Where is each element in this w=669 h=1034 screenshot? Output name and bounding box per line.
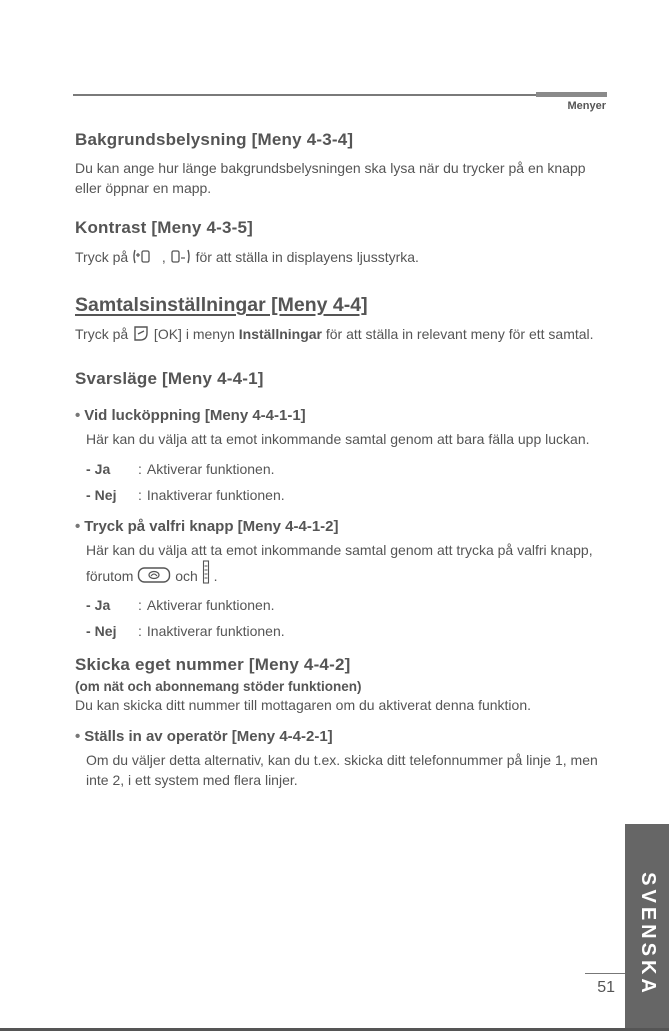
option-value: Inaktiverar funktionen. (146, 623, 285, 639)
option-nej (86, 621, 603, 641)
section-title-backlight: Bakgrundsbelysning [Meny 4-3-4] (75, 130, 354, 149)
chapter-title-call-settings: Samtalsinställningar [Meny 4-4] (75, 294, 368, 316)
option-key: Nej (94, 487, 117, 503)
call-settings-text-pre: Tryck på (75, 326, 133, 342)
header-rule (73, 94, 607, 96)
option-key: Nej (94, 623, 117, 639)
option-value: Inaktiverar funktionen. (146, 487, 285, 503)
header-rule-tab (536, 92, 607, 97)
call-settings-text-post: för att ställa in relevant meny för ett samtal. (321, 326, 594, 342)
option-dash: - (86, 461, 91, 477)
section-title-send-number: Skicka eget nummer [Meny 4-4-2] (75, 655, 351, 674)
section-title-answer-mode: Svarsläge [Meny 4-4-1] (75, 369, 264, 388)
page-number-rule (585, 973, 625, 974)
language-side-tab (625, 824, 669, 1031)
chapter-header: Menyer (567, 100, 606, 112)
option-nej (86, 485, 603, 505)
bullet-title-operator-text: Ställs in av operatör [Meny 4-4-2-1] (84, 728, 333, 745)
bullet-dot: • (75, 728, 81, 745)
any-key-text-post: . (209, 568, 218, 584)
any-key-text-mid: och (171, 568, 202, 584)
bullet-body-any-key (86, 540, 603, 589)
option-dash: - (86, 597, 91, 613)
chapter-body-call-settings (75, 324, 603, 347)
bullet-title-operator (75, 728, 603, 745)
page-content (75, 126, 603, 790)
option-key: Ja (94, 461, 111, 477)
language-side-tab-label: SVENSKA (636, 871, 659, 997)
send-key-icon (137, 566, 171, 589)
option-ja (86, 595, 603, 615)
bullet-dot: • (75, 407, 81, 424)
contrast-text-post: för att ställa in displayens ljusstyrka. (191, 249, 419, 265)
section-body-backlight: Du kan ange hur länge bakgrundsbelysningen ska lysa när du trycker på en knapp eller öppnar en mapp. (75, 160, 586, 196)
section-title-contrast: Kontrast [Meny 4-3-5] (75, 218, 254, 237)
volume-up-key-icon (132, 248, 158, 270)
bullet-title-any-key (75, 518, 603, 535)
section-body-contrast (75, 247, 603, 270)
bullet-dot: • (75, 518, 81, 535)
option-value: Aktiverar funktionen. (146, 461, 275, 477)
bullet-title-flip-open-text: Vid lucköppning [Meny 4-4-1-1] (84, 407, 306, 424)
option-value: Aktiverar funktionen. (146, 597, 275, 613)
soft-key-icon (132, 325, 150, 347)
section-body-send-number: Du kan skicka ditt nummer till mottagaren om du aktiverat denna funktion. (75, 697, 531, 713)
option-colon: : (138, 597, 142, 613)
page-number: 51 (597, 979, 615, 996)
option-key: Ja (94, 597, 111, 613)
bullet-title-flip-open (75, 407, 603, 424)
call-settings-text-ok: [OK] i menyn (150, 326, 239, 342)
option-dash: - (86, 487, 91, 503)
option-dash: - (86, 623, 91, 639)
contrast-text-sep: , (158, 249, 170, 265)
section-subtitle-send-number: (om nät och abonnemang stöder funktionen) (75, 679, 362, 694)
option-colon: : (138, 487, 142, 503)
call-settings-text-bold: Inställningar (238, 326, 322, 342)
option-colon: : (138, 623, 142, 639)
bullet-body-flip-open: Här kan du välja att ta emot inkommande samtal genom att bara fälla upp luckan. (86, 431, 590, 447)
bullet-body-operator: Om du väljer detta alternativ, kan du t.ex. skicka ditt telefonnummer på linje 1, men inte 2, i ett system med flera linjer. (86, 752, 598, 788)
any-key-text-pre: Här kan du välja att ta emot inkommande samtal genom att trycka på valfri knapp, förutom (86, 542, 593, 584)
bullet-title-any-key-text: Tryck på valfri knapp [Meny 4-4-1-2] (84, 518, 339, 535)
option-ja (86, 459, 603, 479)
contrast-text-pre: Tryck på (75, 249, 133, 265)
volume-down-key-icon (170, 248, 192, 270)
option-colon: : (138, 461, 142, 477)
side-key-icon (202, 560, 210, 589)
